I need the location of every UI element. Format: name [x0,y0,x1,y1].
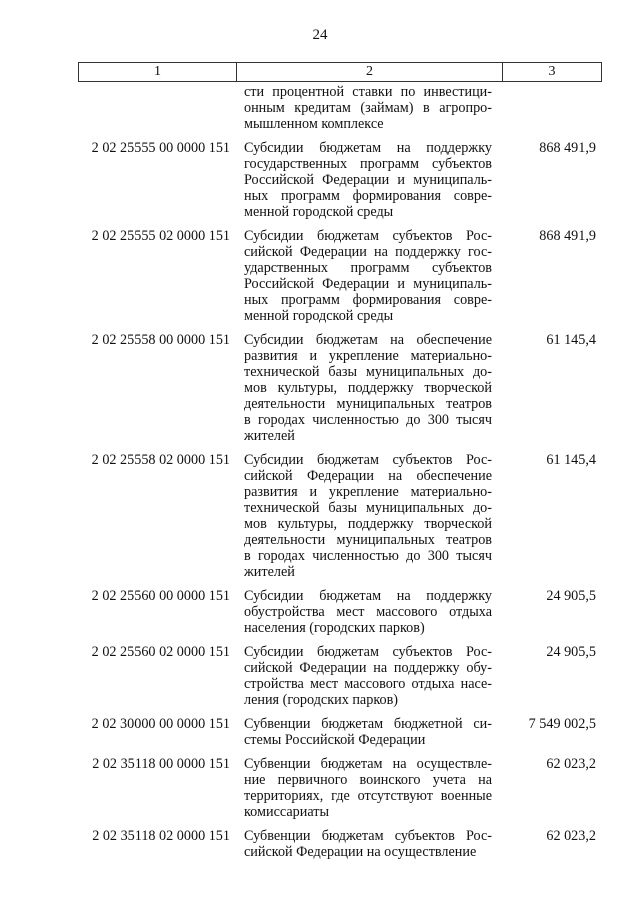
amount: 868 491,9 [539,228,596,244]
table-row [78,644,602,708]
description-line: комиссариаты [244,804,329,820]
description [236,588,502,636]
budget-code: 2 02 25558 02 0000 151 [91,452,230,468]
amount: 62 023,2 [546,828,596,844]
description-line: мышленном комплексе [244,116,384,132]
amount: 7 549 002,5 [528,716,596,732]
column-header-3: 3 [548,64,556,79]
amount: 868 491,9 [539,140,596,156]
description-line: в городах численностью до 300 тысяч [244,412,492,428]
description-line: Субсидии бюджетам субъектов Рос- [244,452,492,468]
description-line: территориях, где отсутствуют военные [244,788,492,804]
table-row [78,588,602,636]
amount: 24 905,5 [546,588,596,604]
description-line: менной городской среды [244,204,394,220]
description-line: онным кредитам (займам) в агропро- [244,100,492,116]
description-line: населения (городских парков) [244,620,425,636]
description-line: сийской Федерации на поддержку обу- [244,660,492,676]
description-line: обустройства мест массового отдыха [244,604,492,620]
description [236,644,502,708]
budget-code: 2 02 25560 00 0000 151 [91,588,230,604]
budget-code: 2 02 25560 02 0000 151 [91,644,230,660]
description [236,716,502,748]
budget-code: 2 02 25555 02 0000 151 [91,228,230,244]
description-line: жителей [244,564,295,580]
description-line: менной городской среды [244,308,394,324]
table-row [78,84,602,132]
description-line: Субсидии бюджетам субъектов Рос- [244,228,492,244]
table-row [78,756,602,820]
description [236,452,502,580]
budget-code: 2 02 25558 00 0000 151 [91,332,230,348]
column-header-2: 2 [237,63,503,81]
description [236,756,502,820]
budget-code: 2 02 30000 00 0000 151 [91,716,230,732]
description-line: Субсидии бюджетам на поддержку [244,140,492,156]
description [236,228,502,324]
description-line: Субсидии бюджетам на обеспечение [244,332,492,348]
description [236,84,502,132]
description-line: сийской Федерации на осуществление [244,844,477,860]
description [236,140,502,220]
description-line: государственных программ субъектов [244,156,492,172]
table-row [78,140,602,220]
table-row [78,228,602,324]
table-row [78,716,602,748]
table-row [78,828,602,860]
description-line: стройства мест массового отдыха насе- [244,676,492,692]
description-line: ных программ формирования совре- [244,188,492,204]
amount: 24 905,5 [546,644,596,660]
table-header [78,62,602,82]
description-line: Российской Федерации и муниципаль- [244,276,492,292]
page-number: 24 [312,27,328,43]
description-line: технической базы муниципальных до- [244,500,492,516]
table-row [78,332,602,444]
table-row [78,452,602,580]
description-line: развития и укрепление материально- [244,484,492,500]
budget-code: 2 02 35118 00 0000 151 [92,756,230,772]
budget-code: 2 02 25555 00 0000 151 [91,140,230,156]
budget-code: 2 02 35118 02 0000 151 [92,828,230,844]
description [236,828,502,860]
description-line: Субсидии бюджетам субъектов Рос- [244,644,492,660]
description-line: Российской Федерации и муниципаль- [244,172,492,188]
description-line: деятельности муниципальных театров [244,532,492,548]
description-line: ных программ формирования совре- [244,292,492,308]
description-line: сийской Федерации на поддержку гос- [244,244,492,260]
description [236,332,502,444]
description-line: сти процентной ставки по инвестици- [244,84,492,100]
budget-code [78,84,236,132]
amount: 61 145,4 [546,332,596,348]
description-line: мов культуры, поддержку творческой [244,516,492,532]
amount [502,84,602,132]
description-line: Субвенции бюджетам бюджетной си- [244,716,492,732]
description-line: мов культуры, поддержку творческой [244,380,492,396]
description-line: жителей [244,428,295,444]
description-line: ударственных программ субъектов [244,260,492,276]
description-line: ние первичного воинского учета на [244,772,492,788]
description-line: Субвенции бюджетам субъектов Рос- [244,828,492,844]
description-line: Субвенции бюджетам на осуществле- [244,756,492,772]
description-line: в городах численностью до 300 тысяч [244,548,492,564]
description-line: стемы Российской Федерации [244,732,426,748]
description-line: сийской Федерации на обеспечение [244,468,492,484]
description-line: развития и укрепление материально- [244,348,492,364]
description-line: Субсидии бюджетам на поддержку [244,588,492,604]
description-line: технической базы муниципальных до- [244,364,492,380]
description-line: деятельности муниципальных театров [244,396,492,412]
description-line: ления (городских парков) [244,692,399,708]
amount: 62 023,2 [546,756,596,772]
column-header-1: 1 [79,63,237,81]
amount: 61 145,4 [546,452,596,468]
table-body [78,84,602,868]
